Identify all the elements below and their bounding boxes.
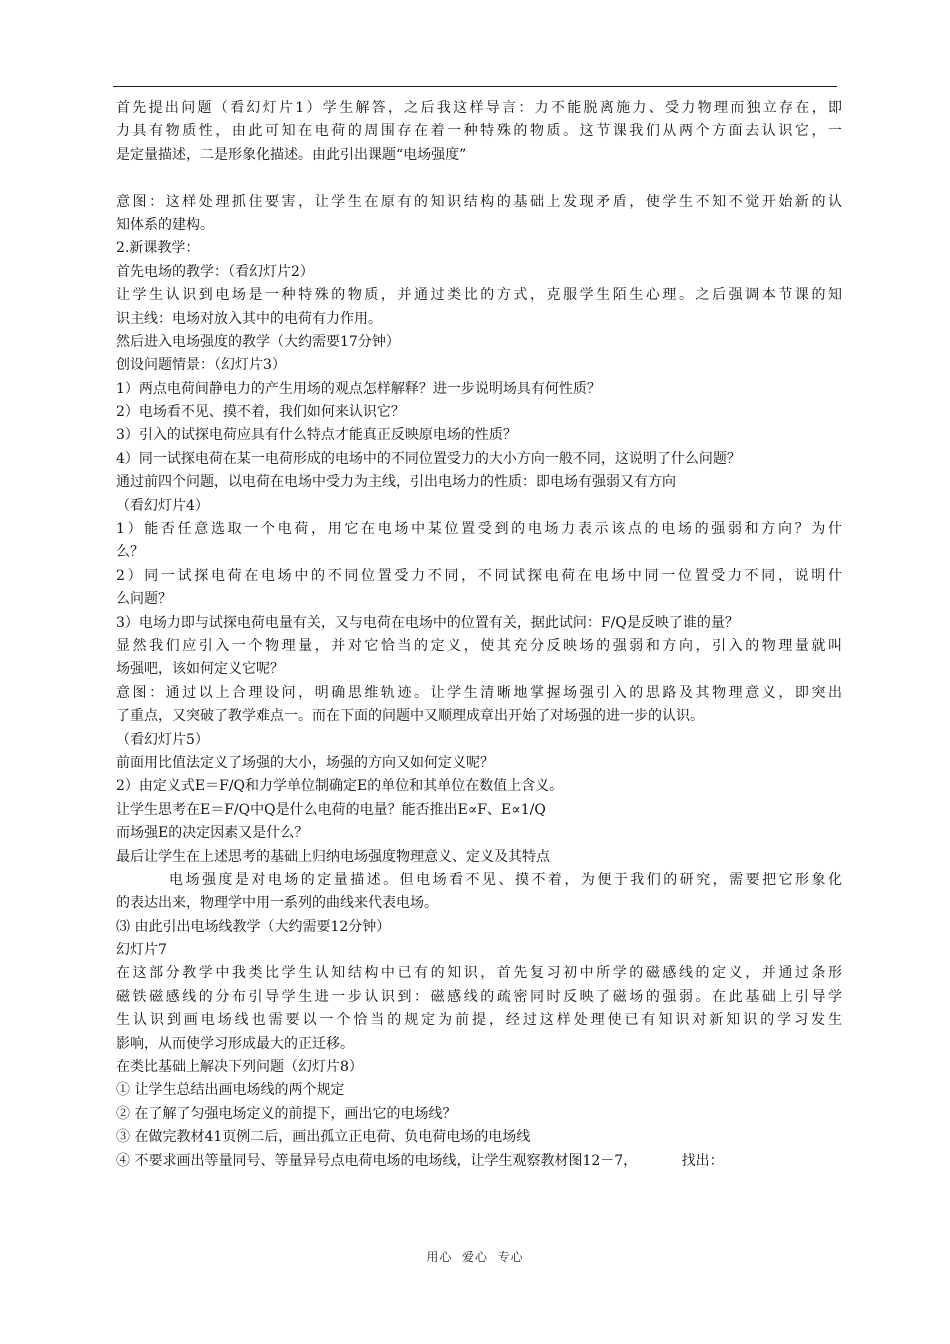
- section-heading: 2.新课教学：: [116, 240, 200, 257]
- text-line: 而场强E的决定因素又是什么？: [116, 825, 309, 842]
- text-line: 通过前四个问题，以电荷在电场中受力为主线，引出电场力的性质：即电场有强弱又有方向: [116, 474, 676, 491]
- text-line: 幻灯片7: [116, 942, 167, 959]
- text-line: 然后进入电场强度的教学（大约需要17分钟）: [116, 333, 400, 350]
- list-item: ② 在了解了匀强电场定义的前提下，画出它的电场线？: [116, 1105, 457, 1122]
- text-line: 磁铁磁感线的分布引导学生进一步认识到：磁感线的疏密同时反映了磁场的强弱。在此基础上引导学: [116, 988, 842, 1005]
- text-line: 创设问题情景：（幻灯片3）: [116, 357, 286, 374]
- text-line: 让学生思考在E＝F/Q中Q是什么电荷的电量？能否推出E∝F、E∝1/Q: [116, 801, 546, 818]
- text-line: 在这部分教学中我类比学生认知结构中已有的知识，首先复习初中所学的磁感线的定义，并通过条形: [116, 965, 842, 982]
- text-line: 首先提出问题（看幻灯片1）学生解答，之后我这样导言：力不能脱离施力、受力物理而独立存在，即: [116, 100, 842, 116]
- text-line: （看幻灯片4）: [116, 497, 209, 514]
- text-line: （看幻灯片5）: [116, 731, 209, 748]
- question-item: 2）同一试探电荷在电场中的不同位置受力不同，不同试探电荷在电场中同一位置受力不同，说明什: [116, 567, 842, 584]
- text-line: 2）由定义式E＝F/Q和力学单位制确定E的单位和其单位在数值上含义。: [116, 778, 564, 795]
- question-item: 2）电场看不见、摸不着，我们如何来认识它？: [116, 404, 405, 421]
- text-line: 影响，从而使学习形成最大的正迁移。: [116, 1035, 354, 1052]
- text-line: 首先电场的教学：（看幻灯片2）: [116, 263, 314, 280]
- question-item: 1）两点电荷间静电力的产生用场的观点怎样解释？进一步说明场具有何性质？: [116, 380, 601, 397]
- text-line: 是定量描述，二是形象化描述。由此引出课题“电场强度”: [116, 146, 467, 163]
- text-line: 电场强度是对电场的定量描述。但电场看不见、摸不着，为便于我们的研究，需要把它形象化: [169, 871, 842, 888]
- text-line: 力具有物质性，由此可知在电荷的周围存在着一种特殊的物质。这节课我们从两个方面去认识它，一: [116, 123, 842, 140]
- paragraph-gap: [116, 167, 842, 190]
- text-line: 场强吧，该如何定义它呢？: [116, 661, 284, 678]
- text-line: 知体系的建构。: [116, 216, 214, 233]
- text-line: 让学生认识到电场是一种特殊的物质，并通过类比的方式，克服学生陌生心理。之后强调本节课的知: [116, 287, 842, 304]
- text-line: 识主线：电场对放入其中的电荷有力作用。: [116, 310, 382, 327]
- list-item: ④ 不要求画出等量同号、等量异号点电荷电场的电场线，让学生观察教材图12－7， 找出：: [116, 1152, 724, 1169]
- question-item: 1）能否任意选取一个电荷，用它在电场中某位置受到的电场力表示该点的电场的强弱和方向？为什: [116, 521, 842, 538]
- text-line: 最后让学生在上述思考的基础上归纳电场强度物理意义、定义及其特点: [116, 848, 550, 865]
- question-item: 4）同一试探电荷在某一电荷形成的电场中的不同位置受力的大小方向一般不同，这说明了什么问题？: [116, 450, 741, 467]
- document-body: [116, 97, 842, 1173]
- question-item: 3）引入的试探电荷应具有什么特点才能真正反映原电场的性质？: [116, 427, 517, 444]
- text-line: 么？: [116, 544, 144, 561]
- text-line: 在类比基础上解决下列问题（幻灯片8）: [116, 1059, 363, 1076]
- text-line: 意图：通过以上合理设问，明确思维轨迹。让学生清晰地掌握场强引入的思路及其物理意义，即突出: [116, 684, 842, 701]
- text-line: 的表达出来，物理学中用一系列的曲线来代表电场。: [116, 895, 438, 912]
- page-footer: 用心 爱心 专心: [426, 1250, 524, 1264]
- text-line: 前面用比值法定义了场强的大小，场强的方向又如何定义呢？: [116, 754, 494, 771]
- header-rule: [113, 86, 837, 87]
- text-line: 意图：这样处理抓住要害，让学生在原有的知识结构的基础上发现矛盾，使学生不知不觉开始新的认: [116, 193, 842, 210]
- text-line: 显然我们应引入一个物理量，并对它恰当的定义，使其充分反映场的强弱和方向，引入的物理量就叫: [116, 637, 842, 654]
- list-item: ① 让学生总结出画电场线的两个规定: [116, 1082, 345, 1099]
- text-line: ⑶ 由此引出电场线教学（大约需要12分钟）: [116, 918, 391, 935]
- question-item: 3）电场力即与试探电荷电量有关，又与电荷在电场中的位置有关，据此试问：F/Q是反映了谁的量？: [116, 614, 739, 631]
- text-line: 么问题？: [116, 591, 172, 608]
- text-line: 生认识到画电场线也需要以一个恰当的规定为前提，经过这样处理使已有知识对新知识的学习发生: [116, 1012, 842, 1029]
- text-line: 了重点，又突破了教学难点一。而在下面的问题中又顺理成章出开始了对场强的进一步的认识。: [116, 708, 704, 725]
- list-item: ③ 在做完教材41页例二后，画出孤立正电荷、负电荷电场的电场线: [116, 1129, 531, 1146]
